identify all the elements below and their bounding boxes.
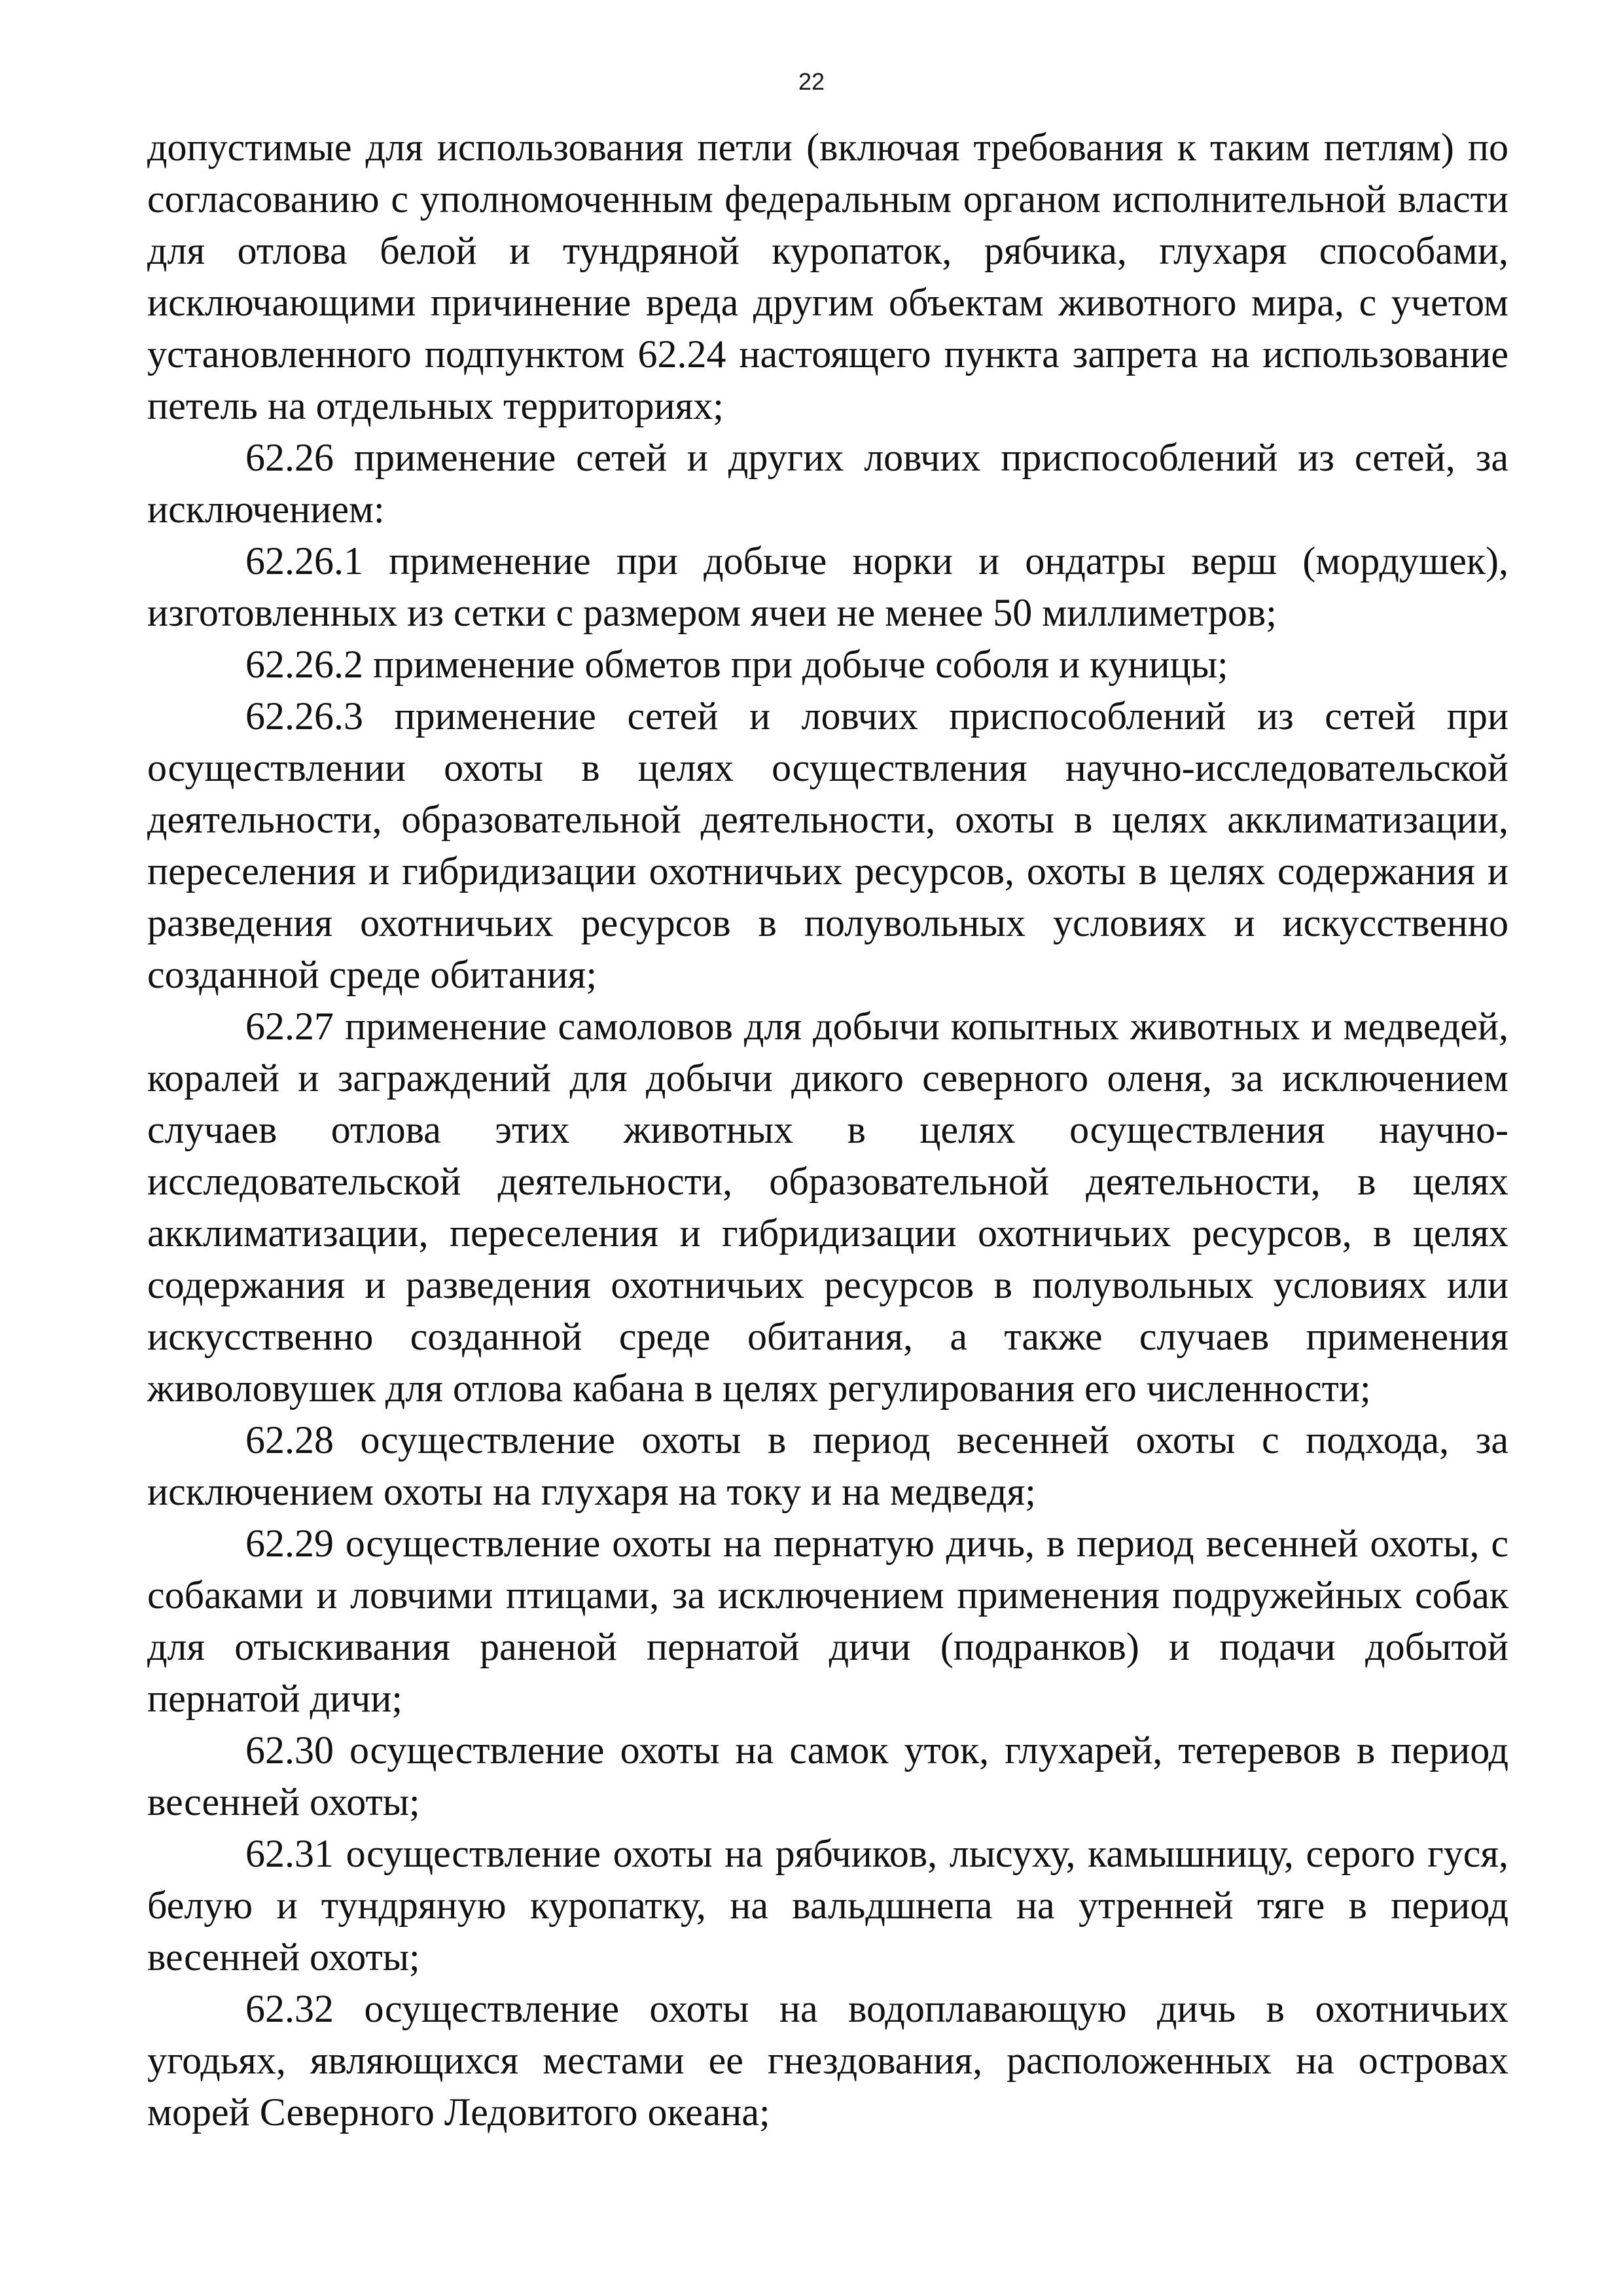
paragraph-62-26-2: 62.26.2 применение обметов при добыче соболя и куницы;: [245, 643, 1228, 686]
paragraph-62-26: 62.26 применение сетей и других ловчих приспособлений из сетей, за исключением:: [147, 436, 1508, 531]
paragraph-62-29: 62.29 осуществление охоты на пернатую дичь, в период весенней охоты, с собаками и ловчими птицами, за исключением применения подружейных собак для отыскивания раненой пернатой дичи (подранков) и подачи добытой пернатой дичи;: [147, 1522, 1508, 1720]
paragraph-62-27: 62.27 применение самоловов для добычи копытных животных и медведей, коралей и заграждений для добычи дикого северного оленя, за исключением случаев отлова этих животных в целях осуществления научно-исследовательской деятельности, образовательной деятельности, в целях акклиматизации, переселения и гибридизации охотничьих ресурсов, в целях содержания и разведения охотничьих ресурсов в полувольных условиях или искусственно созданной среде обитания, а также случаев применения живоловушек для отлова кабана в целях регулирования его численности;: [147, 1005, 1508, 1410]
paragraph-62-30: 62.30 осуществление охоты на самок уток, глухарей, тетеревов в период весенней охоты;: [147, 1729, 1508, 1823]
paragraph-62-28: 62.28 осуществление охоты в период весенней охоты с подхода, за исключением охоты на глухаря на току и на медведя;: [147, 1418, 1508, 1513]
paragraph-62-26-3: 62.26.3 применение сетей и ловчих приспособлений из сетей при осуществлении охоты в целях осуществления научно-исследовательской деятельности, образовательной деятельности, охоты в целях акклиматизации, переселения и гибридизации охотничьих ресурсов, охоты в целях содержания и разведения охотничьих ресурсов в полувольных условиях и искусственно созданной среде обитания;: [147, 694, 1508, 996]
page-number: 22: [798, 68, 825, 95]
paragraph-62-31: 62.31 осуществление охоты на рябчиков, лысуху, камышницу, серого гуся, белую и тундряную куропатку, на вальдшнепа на утренней тяге в период весенней охоты;: [147, 1832, 1508, 1979]
paragraph-continuation: допустимые для использования петли (включая требования к таким петлям) по согласованию с уполномоченным федеральным органом исполнительной власти для отлова белой и тундряной куропаток, рябчика, глухаря способами, исключающими причинение вреда другим объектам животного мира, с учетом установленного подпунктом 62.24 настоящего пункта запрета на использование петель на отдельных территориях;: [147, 126, 1508, 427]
paragraph-62-32: 62.32 осуществление охоты на водоплавающую дичь в охотничьих угодьях, являющихся местами ее гнездования, расположенных на островах морей Северного Ледовитого океана;: [147, 1987, 1508, 2134]
paragraph-62-26-1: 62.26.1 применение при добыче норки и ондатры верш (мордушек), изготовленных из сетки с размером ячеи не менее 50 миллиметров;: [147, 539, 1508, 634]
document-body: [147, 122, 1508, 2138]
